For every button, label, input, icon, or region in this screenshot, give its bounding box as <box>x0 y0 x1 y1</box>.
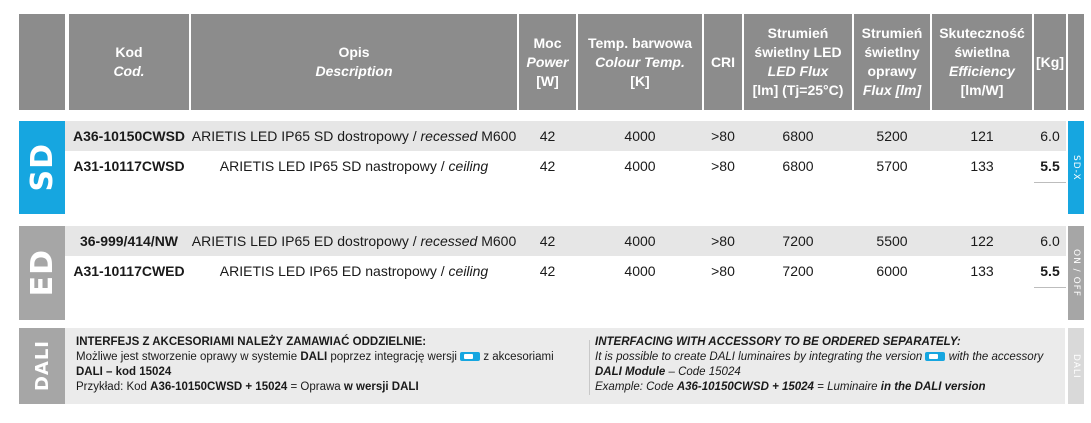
strip-sdx: SD-X <box>1068 121 1084 214</box>
row-3-desc: ARIETIS LED IP65 ED dostropowy / recessed M600 <box>191 233 517 249</box>
strip-dali: DALI <box>1068 328 1084 404</box>
row-2-temp: 4000 <box>624 158 656 174</box>
kg-underline-ed <box>1034 287 1066 288</box>
header-kod: Kod Cod. <box>69 14 189 110</box>
row-4-eff: 133 <box>970 263 994 279</box>
row-4-cri: >80 <box>711 263 735 279</box>
row-4-flux: 6000 <box>876 263 908 279</box>
dali-pl-line3: Przykład: Kod A36-10150CWSD + 15024 = Oprawa w wersji DALI <box>76 381 419 393</box>
header-right-cap <box>1068 14 1084 110</box>
header-kg: [Kg] <box>1034 14 1066 110</box>
row-3-flux: 5500 <box>876 233 908 249</box>
dali-en-line1: It is possible to create DALI luminaires by integrating the version with the accessory <box>595 351 1044 363</box>
ed-version-icon-en <box>925 352 945 361</box>
strip-onoff: ON / OFF <box>1068 226 1084 320</box>
ed-version-icon <box>460 352 480 361</box>
dali-en-title: INTERFACING WITH ACCESSORY TO BE ORDERED SEPARATELY: <box>595 336 961 348</box>
row-2-kg: 5.5 <box>1040 158 1060 174</box>
dali-en-line2: DALI Module – Code 15024 <box>595 366 741 378</box>
header-flux-oprawy: Strumień świetlny oprawy Flux [lm] <box>854 14 930 110</box>
row-2-cri: >80 <box>711 158 735 174</box>
row-2-flux-led: 6800 <box>782 158 814 174</box>
header-cri: CRI <box>704 14 742 110</box>
dali-pl-title: INTERFEJS Z AKCESORIAMI NALEŻY ZAMAWIAĆ ODDZIELNIE: <box>76 336 427 348</box>
group-tab-dali <box>19 328 65 404</box>
kg-underline-sd <box>1034 182 1066 183</box>
row-1-desc: ARIETIS LED IP65 SD dostropowy / recessed M600 <box>191 128 517 144</box>
row-3-cri: >80 <box>711 233 735 249</box>
dali-text-pl <box>76 335 586 395</box>
header-efficiency: Skuteczność świetlna Efficiency [lm/W] <box>932 14 1032 110</box>
group-tab-ed <box>19 226 65 320</box>
row-4-power: 42 <box>539 263 556 279</box>
ed-label: ED <box>24 249 60 297</box>
row-2-power: 42 <box>539 158 556 174</box>
row-3-flux-led: 7200 <box>782 233 814 249</box>
header-corner <box>19 14 65 110</box>
header-temp: Temp. barwowa Colour Temp. [K] <box>578 14 702 110</box>
group-tab-sd <box>19 121 65 214</box>
dali-pl-line2: DALI – kod 15024 <box>76 366 172 378</box>
row-4-flux-led: 7200 <box>782 263 814 279</box>
row-4-temp: 4000 <box>624 263 656 279</box>
row-1-power: 42 <box>539 128 556 144</box>
dali-pl-line1: Możliwe jest stworzenie oprawy w systemie DALI poprzez integrację wersji z akcesoriami <box>76 351 554 363</box>
row-4-kg: 5.5 <box>1040 263 1060 279</box>
row-2-code: A31-10117CWSD <box>73 158 185 174</box>
row-3-code: 36-999/414/NW <box>79 233 179 249</box>
dali-info-box <box>65 328 1065 404</box>
row-3-temp: 4000 <box>624 233 656 249</box>
row-1-code: A36-10150CWSD <box>72 128 186 144</box>
row-3-power: 42 <box>539 233 556 249</box>
row-1-flux-led: 6800 <box>782 128 814 144</box>
dali-text-en <box>595 335 1060 395</box>
row-3-kg: 6.0 <box>1040 233 1060 249</box>
row-1-cri: >80 <box>711 128 735 144</box>
row-1-eff: 121 <box>970 128 994 144</box>
row-1-temp: 4000 <box>624 128 656 144</box>
row-1-kg: 6.0 <box>1040 128 1060 144</box>
row-4-code: A31-10117CWED <box>73 263 185 279</box>
dali-divider <box>589 340 590 395</box>
header-flux-led: Strumień świetlny LED LED Flux [lm] (Tj=25°C) <box>744 14 852 110</box>
header-moc: Moc Power [W] <box>519 14 576 110</box>
row-2-flux: 5700 <box>876 158 908 174</box>
dali-label: DALI <box>31 340 53 392</box>
row-2-desc: ARIETIS LED IP65 SD nastropowy / ceiling <box>219 158 489 174</box>
row-4-desc: ARIETIS LED IP65 ED nastropowy / ceiling <box>219 263 489 279</box>
dali-en-line3: Example: Code A36-10150CWSD + 15024 = Luminaire in the DALI version <box>595 381 986 393</box>
sd-label: SD <box>24 143 60 192</box>
row-1-flux: 5200 <box>876 128 908 144</box>
header-opis: Opis Description <box>191 14 517 110</box>
row-2-eff: 133 <box>970 158 994 174</box>
row-3-eff: 122 <box>970 233 994 249</box>
